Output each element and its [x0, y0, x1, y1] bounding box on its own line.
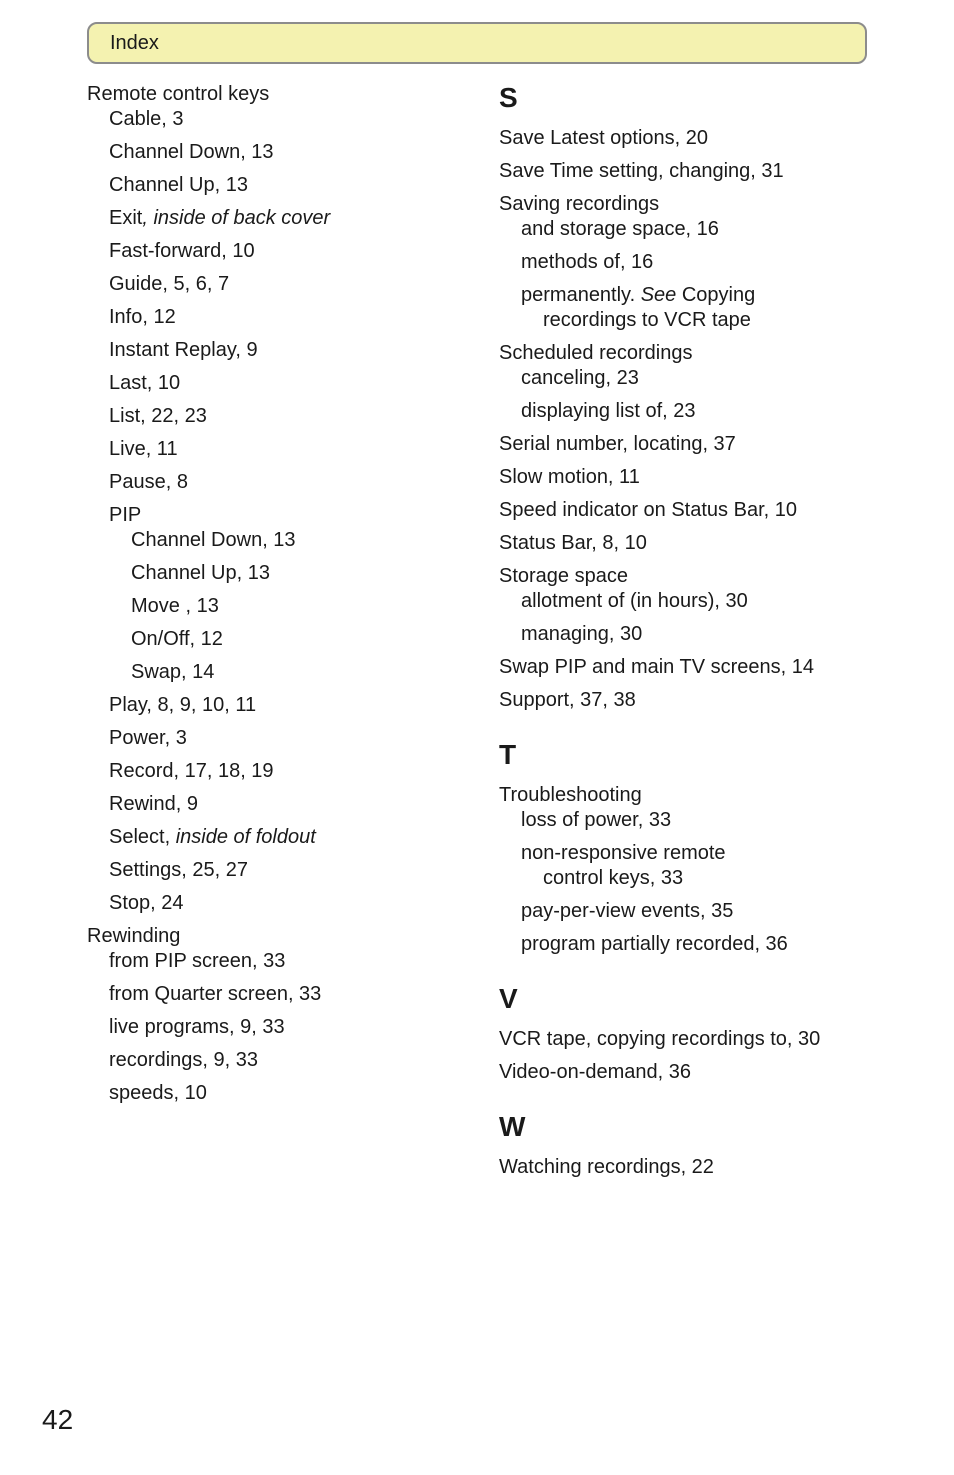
- index-entry: Slow motion, 11: [499, 466, 640, 488]
- index-column-right: [499, 82, 939, 1180]
- index-subentry: allotment of (in hours), 30: [521, 590, 748, 612]
- index-subentry: non-responsive remote: [521, 842, 726, 864]
- index-entry: Save Latest options, 20: [499, 127, 709, 149]
- index-subentry: methods of, 16: [521, 251, 654, 273]
- index-subentry: Live, 11: [109, 438, 178, 460]
- index-subsubentry: Channel Down, 13: [131, 529, 296, 551]
- entry-text: Select,: [109, 826, 176, 848]
- index-entry: VCR tape, copying recordings to, 30: [499, 1028, 821, 1050]
- index-subentry: Guide, 5, 6, 7: [109, 273, 230, 295]
- index-subentry: Channel Up, 13: [109, 174, 248, 196]
- index-subentry: Pause, 8: [109, 471, 188, 493]
- index-subentry: live programs, 9, 33: [109, 1016, 285, 1038]
- index-entry: Save Time setting, changing, 31: [499, 160, 784, 182]
- index-subentry: recordings, 9, 33: [109, 1049, 258, 1071]
- entry-text: permanently.: [521, 284, 641, 306]
- index-subsubentry: Channel Up, 13: [131, 562, 270, 584]
- index-subentry: Rewind, 9: [109, 793, 198, 815]
- index-subentry: [499, 283, 939, 308]
- entry-text: Exit: [109, 207, 143, 229]
- index-subentry: from Quarter screen, 33: [109, 983, 322, 1005]
- index-subentry: Fast-forward, 10: [109, 240, 255, 262]
- index-subsubentry: Move , 13: [131, 595, 219, 617]
- index-subentry: Power, 3: [109, 727, 187, 749]
- entry-italic-text: See: [640, 284, 677, 306]
- index-entry: Serial number, locating, 37: [499, 433, 736, 455]
- index-subentry: pay-per-view events, 35: [521, 900, 734, 922]
- index-entry: Support, 37, 38: [499, 689, 636, 711]
- index-header-bar: [87, 22, 867, 64]
- index-subentry: Record, 17, 18, 19: [109, 760, 274, 782]
- section-letter-s: S: [499, 82, 518, 113]
- header-title: Index: [110, 31, 159, 54]
- index-entry: Troubleshooting: [499, 784, 642, 806]
- index-entry: Swap PIP and main TV screens, 14: [499, 656, 814, 678]
- section-letter-v: V: [499, 983, 518, 1014]
- entry-italic-text: , inside of back cover: [142, 207, 331, 229]
- index-subentry: displaying list of, 23: [521, 400, 696, 422]
- index-subentry: speeds, 10: [109, 1082, 207, 1104]
- index-entry: Rewinding: [87, 925, 181, 947]
- entry-italic-text: inside of foldout: [175, 826, 316, 848]
- index-subentry: Stop, 24: [109, 892, 184, 914]
- index-subentry: Channel Down, 13: [109, 141, 274, 163]
- index-entry: Storage space: [499, 565, 628, 587]
- index-subentry: Play, 8, 9, 10, 11: [109, 694, 257, 716]
- index-subentry: Instant Replay, 9: [109, 339, 258, 361]
- index-subentry: List, 22, 23: [109, 405, 207, 427]
- index-subentry: loss of power, 33: [521, 809, 672, 831]
- index-entry: Status Bar, 8, 10: [499, 532, 647, 554]
- index-subentry: from PIP screen, 33: [109, 950, 286, 972]
- index-subentry: PIP: [109, 504, 142, 526]
- index-subentry: managing, 30: [521, 623, 643, 645]
- index-subentry: canceling, 23: [521, 367, 639, 389]
- index-subentry: program partially recorded, 36: [521, 933, 788, 955]
- index-subsubentry: Swap, 14: [131, 661, 215, 683]
- index-column-left: [87, 82, 477, 1106]
- section-letter-t: T: [499, 739, 517, 770]
- index-entry: Saving recordings: [499, 193, 660, 215]
- index-entry: Video-on-demand, 36: [499, 1061, 691, 1083]
- index-subentry: Last, 10: [109, 372, 181, 394]
- index-entry: Scheduled recordings: [499, 342, 693, 364]
- entry-text: Copying: [676, 284, 756, 306]
- index-subsubentry: On/Off, 12: [131, 628, 223, 650]
- index-subentry: Info, 12: [109, 306, 176, 328]
- page-number: 42: [42, 1404, 74, 1435]
- index-subentry: and storage space, 16: [521, 218, 719, 240]
- index-entry: Speed indicator on Status Bar, 10: [499, 499, 797, 521]
- index-subentry-continuation: recordings to VCR tape: [543, 309, 751, 331]
- index-subentry: Settings, 25, 27: [109, 859, 248, 881]
- index-entry: Remote control keys: [87, 83, 270, 105]
- index-subentry-continuation: control keys, 33: [543, 867, 684, 889]
- index-subentry: [87, 206, 477, 231]
- index-entry: Watching recordings, 22: [499, 1156, 714, 1178]
- index-subentry: [87, 825, 477, 850]
- index-subentry: Cable, 3: [109, 108, 184, 130]
- section-letter-w: W: [499, 1111, 526, 1142]
